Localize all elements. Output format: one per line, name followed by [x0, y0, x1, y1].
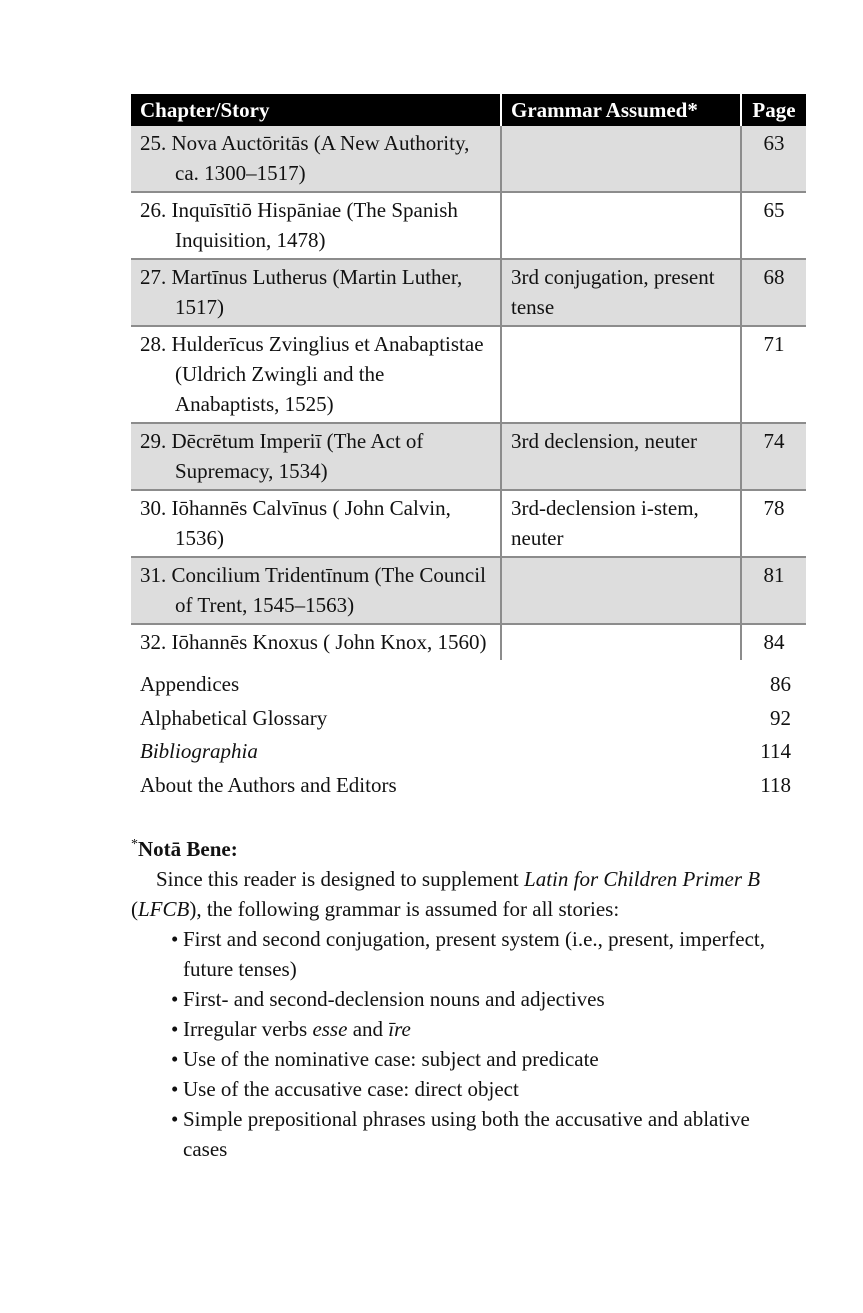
page-number: 92 — [770, 705, 791, 730]
table-row — [131, 624, 806, 660]
grammar-list — [131, 924, 771, 1164]
page-number: 84 — [741, 624, 806, 660]
list-item: • Simple prepositional phrases using both the accusative and ablative cases — [171, 1104, 771, 1164]
entry-label: Alphabetical Glossary — [140, 705, 328, 730]
list-item: • First- and second-declension nouns and adjectives — [171, 984, 771, 1014]
page-number: 86 — [770, 672, 791, 696]
entry-label: About the Authors and Editors — [140, 772, 397, 797]
list-item: • First and second conjugation, present system (i.e., present, imperfect, future tenses) — [171, 924, 771, 984]
chapter-title: 27. Martīnus Lutherus (Martin Luther, 1517) — [140, 265, 463, 319]
list-item: • Use of the nominative case: subject and predicate — [171, 1044, 771, 1074]
grammar-cell — [501, 326, 741, 423]
table-row — [131, 126, 806, 192]
header-grammar: Grammar Assumed* — [501, 94, 741, 126]
chapter-title: 26. Inquīsītiō Hispāniae (The Spanish Inquisition, 1478) — [140, 198, 458, 252]
page-number: 68 — [741, 259, 806, 326]
grammar-cell: 3rd declension, neuter — [501, 423, 741, 490]
grammar-cell — [501, 126, 741, 192]
table-row — [131, 557, 806, 624]
book-title: Latin for Children Primer B — [524, 867, 761, 891]
table-row — [131, 326, 806, 423]
note-intro: Since this reader is designed to supplement Latin for Children Primer B (LFCB), the following grammar is assumed for all stories: — [131, 867, 761, 921]
grammar-cell — [501, 624, 741, 660]
page-number: 71 — [741, 326, 806, 423]
list-item: • Use of the accusative case: direct object — [171, 1074, 771, 1104]
header-page: Page — [741, 94, 806, 126]
table-row — [131, 490, 806, 557]
table-row — [131, 259, 806, 326]
list-item — [140, 702, 791, 736]
grammar-cell — [501, 557, 741, 624]
chapter-title: 29. Dēcrētum Imperiī (The Act of Supremacy, 1534) — [140, 429, 424, 483]
list-item — [140, 769, 791, 803]
book-abbreviation: LFCB — [138, 897, 190, 921]
chapter-title: 28. Hulderīcus Zvinglius et Anabaptistae (Uldrich Zwingli and the Anabaptists, 1525) — [140, 332, 484, 416]
chapter-title: 32. Iōhannēs Knoxus ( John Knox, 1560) — [140, 630, 487, 654]
page-number: 81 — [741, 557, 806, 624]
chapter-title: 31. Concilium Tridentīnum (The Council of Trent, 1545–1563) — [140, 563, 486, 617]
back-matter-list — [140, 668, 791, 802]
page-number: 65 — [741, 192, 806, 259]
list-item: • Irregular verbs esse and īre — [171, 1014, 771, 1044]
page-number: 78 — [741, 490, 806, 557]
contents-table — [131, 94, 806, 660]
page-number: 118 — [760, 772, 791, 797]
asterisk: * — [131, 837, 138, 852]
table-header-row — [131, 94, 806, 126]
list-item — [140, 668, 791, 702]
table-row — [131, 192, 806, 259]
chapter-title: 25. Nova Auctōritās (A New Authority, ca. 1300–1517) — [140, 131, 470, 185]
table-row — [131, 423, 806, 490]
list-item — [140, 735, 791, 769]
chapter-title: 30. Iōhannēs Calvīnus ( John Calvin, 1536) — [140, 496, 451, 550]
grammar-cell: 3rd-declension i-stem, neuter — [501, 490, 741, 557]
entry-label: Bibliographia — [140, 739, 258, 764]
nota-bene-section — [131, 830, 771, 1164]
note-heading: *Notā Bene: — [131, 837, 238, 861]
page-number: 74 — [741, 423, 806, 490]
page-number: 114 — [760, 739, 791, 764]
grammar-cell: 3rd conjugation, present tense — [501, 259, 741, 326]
entry-label: Appendices — [140, 672, 240, 696]
grammar-cell — [501, 192, 741, 259]
page-number: 63 — [741, 126, 806, 192]
header-chapter: Chapter/Story — [131, 94, 501, 126]
